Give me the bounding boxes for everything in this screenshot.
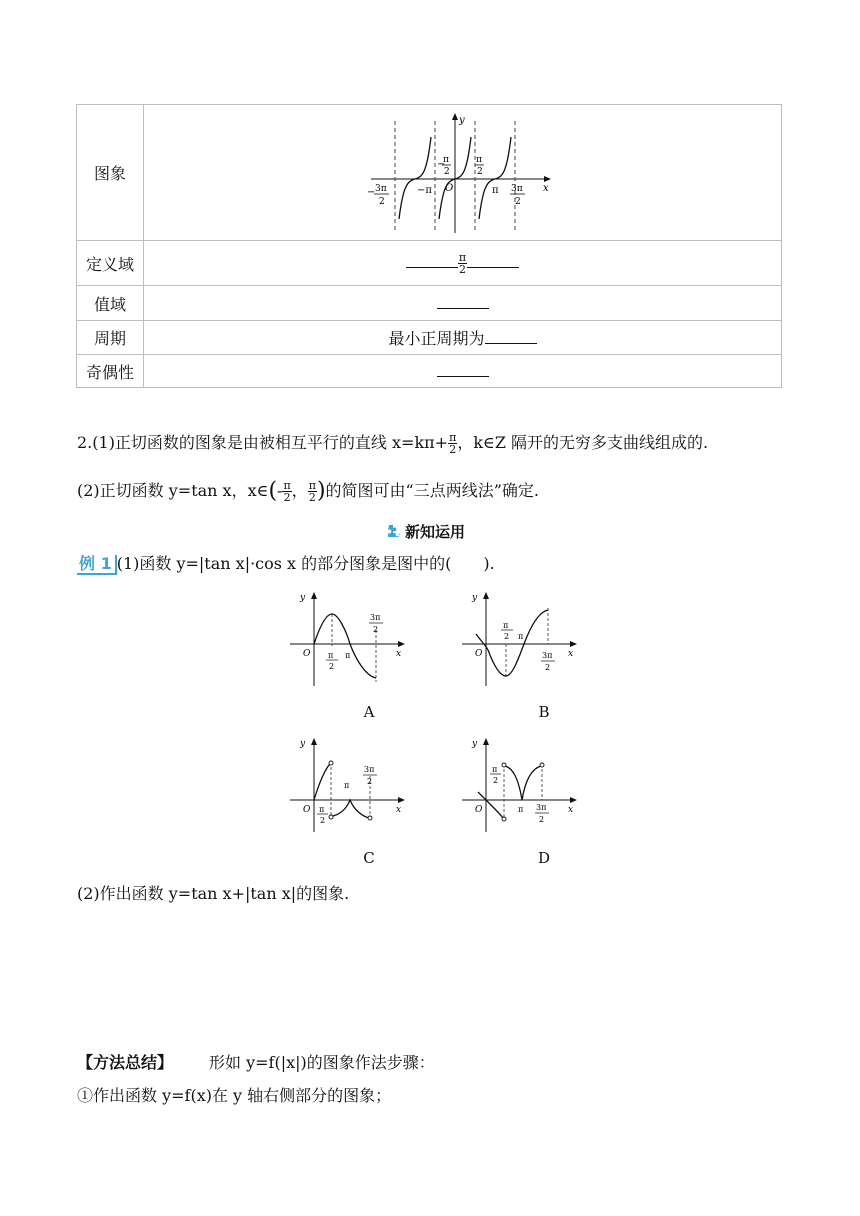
svg-text:π: π: [518, 632, 524, 641]
svg-text:2: 2: [504, 632, 510, 641]
svg-text:x: x: [568, 649, 574, 659]
table-row: [77, 355, 782, 388]
tick-den: 2: [514, 196, 521, 207]
option-c-graph: [284, 736, 408, 836]
svg-text:3π: 3π: [370, 613, 381, 622]
note-line-1: 2.(1)正切函数的图象是由被相互平行的直线 x=kπ+ $\frac{\pi}{2}$ ，k∈Z 隔开的无穷多支曲线组成的.: [77, 431, 709, 456]
option-caption[interactable]: D: [537, 849, 551, 867]
row-label-domain: 定义域: [77, 241, 144, 286]
svg-text:3π: 3π: [364, 765, 375, 774]
svg-text:3π: 3π: [536, 803, 547, 812]
period-text: 最小正周期为: [388, 329, 485, 348]
tick-sign: −: [436, 158, 445, 170]
svg-text:O: O: [303, 805, 311, 815]
table-row: [77, 241, 782, 286]
row-label-period: 周期: [77, 321, 144, 355]
row-label-parity: 奇偶性: [77, 355, 144, 388]
puzzle-icon: [384, 524, 400, 540]
tick-sign: −: [366, 186, 375, 198]
example-1-part-2: (2)作出函数 y=tan x+|tan x|的图象.: [77, 884, 350, 903]
tan-function-graph: [363, 109, 563, 237]
svg-text:y: y: [300, 593, 306, 603]
svg-text:2: 2: [329, 662, 335, 671]
svg-text:2: 2: [373, 625, 379, 634]
option-caption[interactable]: A: [363, 703, 375, 721]
section-heading: [384, 521, 465, 542]
answer-blank[interactable]: [406, 267, 458, 268]
svg-text:y: y: [472, 593, 478, 603]
tick-den: 2: [443, 166, 450, 177]
method-summary: [77, 1053, 435, 1073]
tick-pi: π: [491, 184, 499, 196]
tangent-properties-table: [76, 104, 782, 388]
svg-text:π: π: [328, 651, 334, 660]
svg-text:x: x: [396, 649, 402, 659]
tan-graph-cell: [144, 105, 782, 241]
svg-text:π: π: [345, 651, 351, 660]
answer-blank[interactable]: [485, 343, 537, 344]
note-fraction: $\frac{\pi}{2}$: [449, 431, 457, 456]
svg-text:x: x: [568, 805, 574, 815]
svg-text:3π: 3π: [542, 651, 553, 660]
svg-text:π: π: [492, 765, 498, 774]
summary-text: 形如 y=f(|x|)的图象作法步骤：: [209, 1053, 435, 1072]
option-d-graph: [456, 736, 580, 836]
answer-blank[interactable]: [437, 376, 489, 377]
y-axis-label: y: [458, 114, 465, 126]
option-a-graph: [284, 590, 408, 690]
table-row: [77, 105, 782, 241]
table-row: [77, 286, 782, 321]
svg-text:O: O: [475, 649, 483, 659]
tick-neg-pi: −π: [416, 184, 432, 196]
svg-text:π: π: [344, 781, 350, 790]
row-label-graph: 图象: [77, 105, 144, 241]
svg-text:2: 2: [539, 815, 545, 824]
svg-text:π: π: [518, 805, 524, 814]
tick-num: π: [475, 154, 482, 165]
origin-label: O: [444, 182, 453, 194]
x-axis-label: x: [542, 182, 549, 194]
option-caption[interactable]: C: [363, 849, 375, 867]
section-title: 新知运用: [405, 523, 466, 541]
tick-den: 2: [476, 166, 483, 177]
example-1-question: 例 1 (1)函数 y=|tan x|·cos x 的部分图象是图中的( ).: [79, 554, 495, 573]
svg-text:π: π: [503, 621, 509, 630]
answer-blank[interactable]: [437, 308, 489, 309]
row-label-range: 值域: [77, 286, 144, 321]
svg-text:2: 2: [367, 777, 373, 786]
table-row: [77, 321, 782, 355]
option-b-graph: [456, 590, 580, 690]
summary-title: 【方法总结】: [77, 1053, 174, 1072]
svg-text:y: y: [300, 739, 306, 749]
domain-value: [144, 241, 782, 286]
svg-text:y: y: [472, 739, 478, 749]
note-line-2: (2)正切函数 y=tan x，x∈(- $\frac{\pi}{2}$ ， $\frac{\pi}{2}$ )的简图可由“三点两线法”确定.: [77, 478, 539, 504]
svg-text:O: O: [475, 805, 483, 815]
svg-text:x: x: [396, 805, 402, 815]
tick-den: 2: [378, 196, 385, 207]
domain-fraction: $\frac{\pi}{2}$: [458, 250, 467, 276]
svg-text:2: 2: [320, 816, 326, 825]
svg-text:2: 2: [493, 776, 499, 785]
svg-text:O: O: [303, 649, 311, 659]
tick-num: 3π: [510, 183, 523, 194]
tick-num: π: [442, 154, 449, 165]
svg-text:π: π: [319, 805, 325, 814]
example-badge: 例 1: [77, 555, 117, 575]
option-caption[interactable]: B: [538, 703, 550, 721]
answer-blank[interactable]: [467, 267, 519, 268]
svg-text:2: 2: [545, 663, 551, 672]
summary-step-1: ①作出函数 y=f(x)在 y 轴右侧部分的图象；: [77, 1086, 392, 1105]
tick-num: 3π: [374, 183, 387, 194]
